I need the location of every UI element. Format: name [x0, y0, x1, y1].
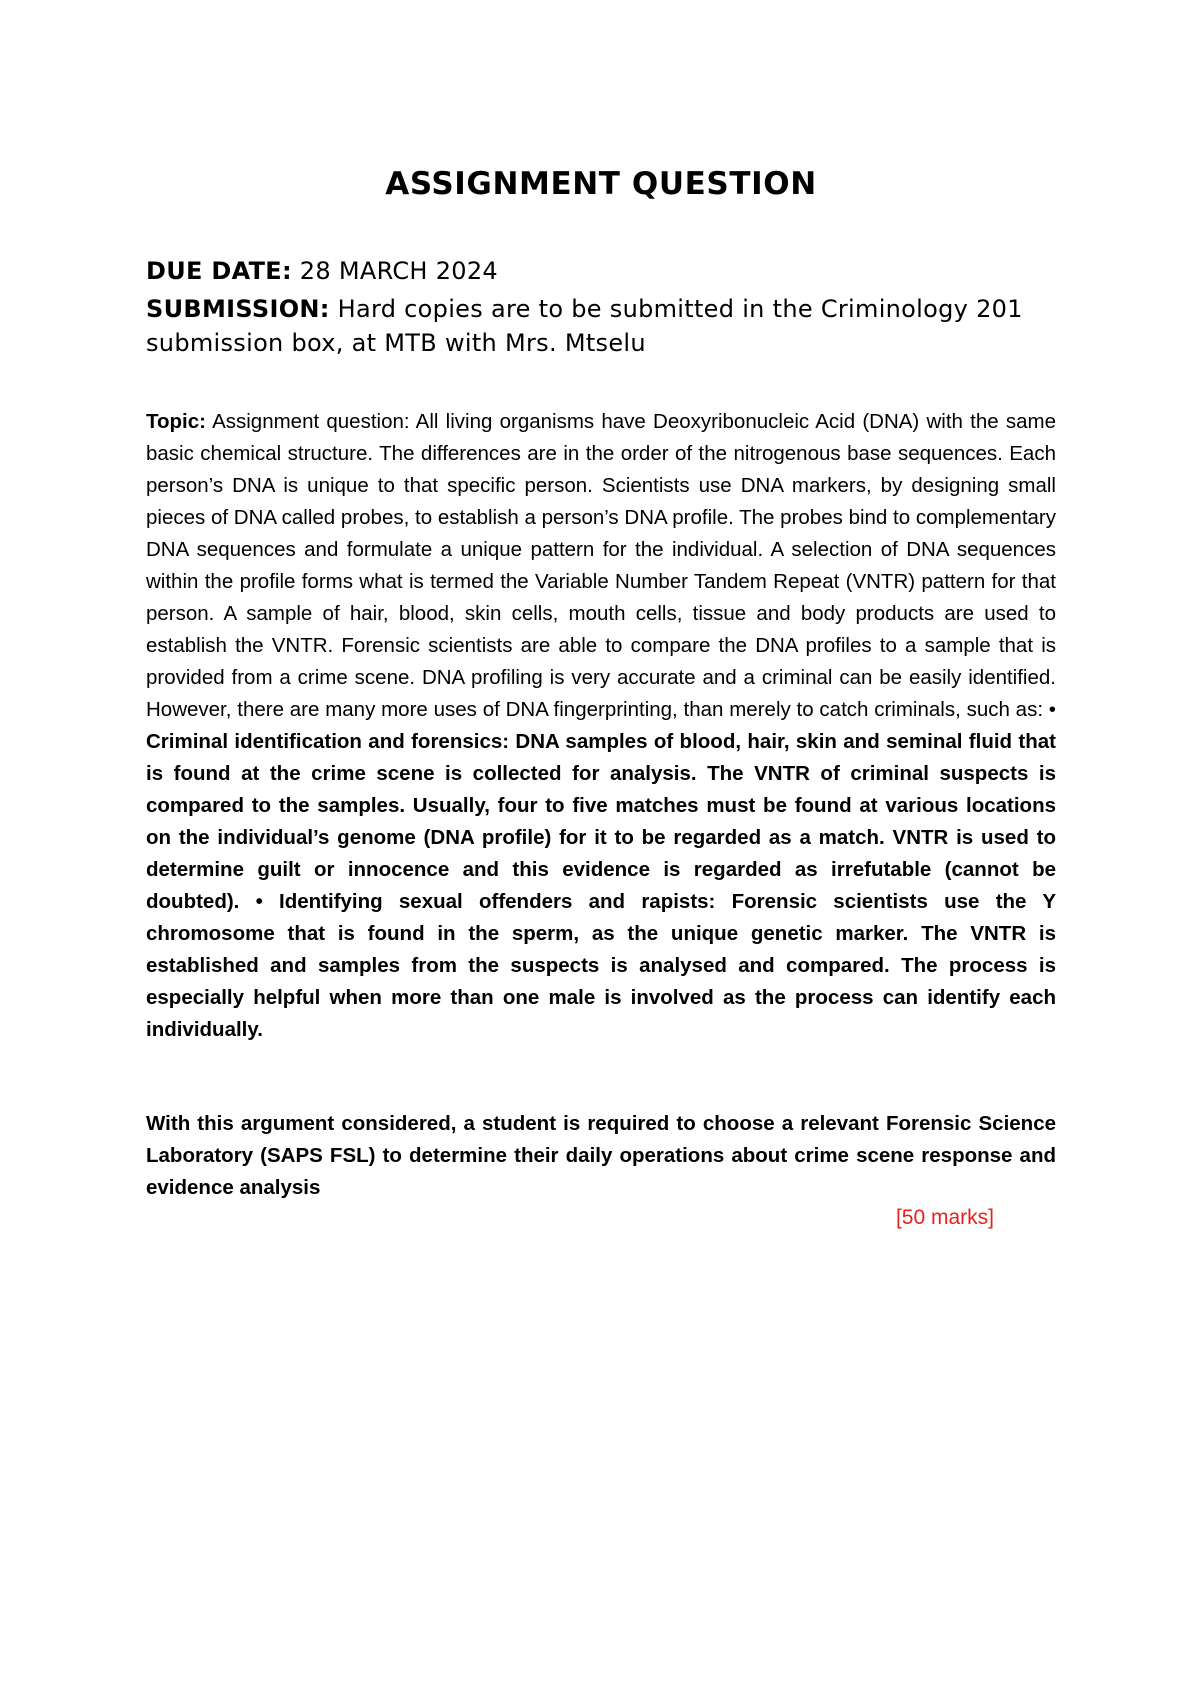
topic-paragraph — [146, 406, 1056, 1046]
due-date-line — [146, 254, 1056, 288]
argument-paragraph: With this argument considered, a student is required to choose a relevant Forensic Science Laboratory (SAPS FSL) to determine their daily operations about crime scene response and evidence analysis — [146, 1112, 1056, 1199]
submission-value: Hard copies are to be submitted in the Criminology 201 submission box, at MTB with Mrs. Mtselu — [146, 295, 1023, 357]
submission-line — [146, 292, 1056, 360]
marks-label: [50 marks] — [895, 1206, 994, 1229]
submission-label: SUBMISSION: — [146, 295, 330, 323]
topic-label: Topic: — [146, 410, 206, 433]
due-date-value: 28 MARCH 2024 — [299, 257, 498, 285]
topic-text: Assignment question: All living organisms have Deoxyribonucleic Acid (DNA) with the same basic chemical structure. The differences are in the order of the nitrogenous base sequences. Each person’s DNA is unique to that specific person. Scientists use DNA markers, by designing small pieces of DNA called probes, to establish a person’s DNA profile. The probes bind to complementary DNA sequences and formulate a unique pattern for the individual. A selection of DNA sequences within the profile forms what is termed the Variable Number Tandem Repeat (VNTR) pattern for that person. A sample of hair, blood, skin cells, mouth cells, tissue and body products are used to establish the VNTR. Forensic scientists are able to compare the DNA profiles to a sample that is provided from a crime scene. DNA profiling is very accurate and a criminal can be easily identified. However, there are many more uses of DNA fingerprinting, than merely to catch criminals, such as: • — [146, 410, 1056, 721]
due-date-label: DUE DATE: — [146, 257, 292, 285]
topic-bold-text: Criminal identification and forensics: DNA samples of blood, hair, skin and seminal fluid that is found at the crime scene is collected for analysis. The VNTR of criminal suspects is compared to the samples. Usually, four to five matches must be found at various locations on the individual’s genome (DNA profile) for it to be regarded as a match. VNTR is used to determine guilt or innocence and this evidence is regarded as irrefutable (cannot be doubted). • Identifying sexual offenders and rapists: Forensic scientists use the Y chromosome that is found in the sperm, as the unique genetic marker. The VNTR is established and samples from the suspects is analysed and compared. The process is especially helpful when more than one male is involved as the process can identify each individually. — [146, 730, 1056, 1041]
page-title: ASSIGNMENT QUESTION — [385, 166, 817, 202]
document-page — [146, 0, 1056, 1696]
